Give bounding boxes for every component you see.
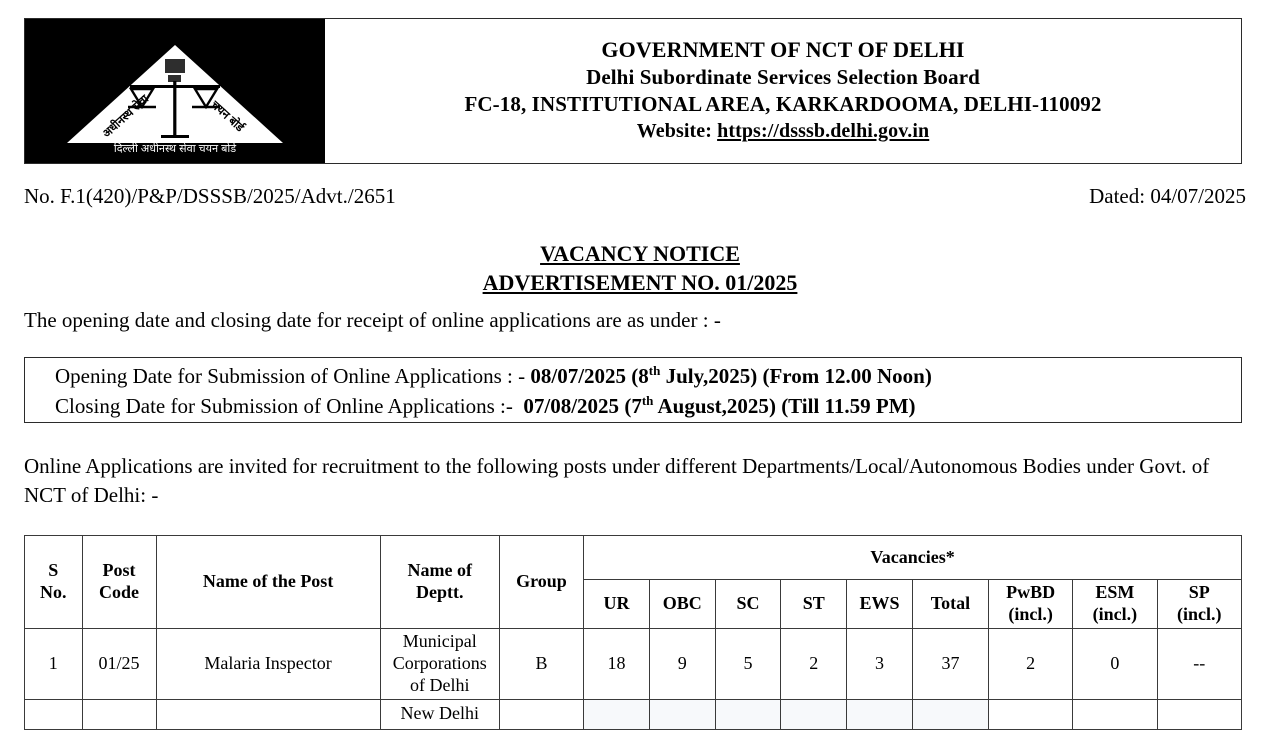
- letterhead-header: [24, 18, 1242, 164]
- cell-post-code: [82, 699, 156, 729]
- cell-total: [912, 699, 988, 729]
- col-header-sc: SC: [715, 580, 781, 629]
- notice-title-block: [0, 240, 1280, 297]
- col-header-department-line1: Name of: [407, 560, 472, 580]
- col-header-sp-line2: (incl.): [1177, 603, 1222, 624]
- closing-month-year: August,2025: [657, 393, 769, 418]
- col-header-esm-line2: (incl.): [1092, 603, 1138, 624]
- cell-obc: 9: [649, 628, 715, 699]
- cell-s-no: [25, 699, 83, 729]
- cell-st: 2: [781, 628, 847, 699]
- website-link[interactable]: https://dsssb.delhi.gov.in: [717, 119, 930, 142]
- col-header-ur: UR: [584, 580, 650, 629]
- cell-total: 37: [912, 628, 988, 699]
- svg-text:अधीनस्थ सेवा: अधीनस्थ सेवा: [100, 93, 152, 141]
- opening-month-year: July,2025: [665, 364, 751, 388]
- cell-ur: 18: [584, 628, 650, 699]
- document-date: Dated: 04/07/2025: [1089, 184, 1246, 208]
- opening-date-value: 08/07/2025: [530, 364, 627, 388]
- table-row: [25, 699, 1242, 729]
- closing-day-number: 7: [631, 393, 642, 418]
- col-header-esm-line1: ESM: [1095, 582, 1135, 602]
- table-row: [25, 628, 1242, 699]
- closing-date-line: Closing Date for Submission of Online Applications :- 07/08/2025 (7th August,2025) (Till 11.59 PM): [55, 392, 916, 418]
- file-number: No. F.1(420)/P&P/DSSSB/2025/Advt./2651: [24, 184, 396, 208]
- opening-date-line: Opening Date for Submission of Online Applications : - 08/07/2025 (8th July,2025) (From 12.00 Noon): [55, 363, 932, 388]
- cell-pwbd: [988, 699, 1072, 729]
- emblem-icon: [25, 19, 325, 163]
- page-title: VACANCY NOTICE: [540, 241, 740, 266]
- opening-day-number: 8: [638, 364, 649, 388]
- col-header-sp: [1157, 580, 1241, 629]
- col-header-s-no-line2: No.: [40, 581, 67, 602]
- letterhead-text-block: [325, 19, 1241, 163]
- cell-name-of-post: Malaria Inspector: [156, 628, 380, 699]
- col-header-vacancies: Vacancies*: [584, 536, 1242, 580]
- cell-department: [380, 628, 499, 699]
- col-header-s-no: [25, 536, 83, 629]
- website-label: Website:: [636, 119, 712, 142]
- svg-text:चयन बोर्ड: चयन बोर्ड: [208, 99, 246, 135]
- closing-day-ordinal: th: [641, 392, 654, 408]
- cell-group: [499, 699, 583, 729]
- table-header-row-main: [25, 536, 1242, 580]
- vacancy-table-wrapper: [24, 535, 1242, 730]
- vacancy-table: [24, 535, 1242, 730]
- col-header-pwbd-line2: (incl.): [1008, 603, 1053, 624]
- org-address: FC-18, INSTITUTIONAL AREA, KARKARDOOMA, DELHI-110092: [464, 91, 1102, 116]
- org-website-line: [637, 119, 929, 145]
- col-header-st: ST: [781, 580, 847, 629]
- cell-ur: [584, 699, 650, 729]
- cell-ews: 3: [847, 628, 913, 699]
- cell-esm: 0: [1073, 628, 1157, 699]
- col-header-department: [380, 536, 499, 629]
- reference-line: [24, 182, 1246, 210]
- closing-date-label: Closing Date for Submission of Online Applications :-: [55, 393, 513, 418]
- col-header-ews: EWS: [847, 580, 913, 629]
- advertisement-number: ADVERTISEMENT NO. 01/2025: [482, 269, 798, 295]
- col-header-obc: OBC: [649, 580, 715, 629]
- closing-date-value: 07/08/2025: [523, 393, 620, 418]
- col-header-post-code-line1: Post: [102, 560, 136, 580]
- intro-paragraph: The opening date and closing date for receipt of online applications are as under : -: [24, 308, 721, 332]
- cell-post-code: 01/25: [82, 628, 156, 699]
- cell-obc: [649, 699, 715, 729]
- col-header-post-code-line2: Code: [99, 581, 140, 602]
- cell-ews: [847, 699, 913, 729]
- col-header-name-of-post: Name of the Post: [156, 536, 380, 629]
- org-board-name: Delhi Subordinate Services Selection Board: [586, 64, 980, 89]
- col-header-pwbd-line1: PwBD: [1006, 582, 1056, 602]
- cell-sp: [1157, 699, 1241, 729]
- col-header-group: Group: [499, 536, 583, 629]
- cell-name-of-post: [156, 699, 380, 729]
- cell-sc: 5: [715, 628, 781, 699]
- cell-department-line3: of Delhi: [409, 674, 470, 695]
- col-header-pwbd: [988, 580, 1072, 629]
- cell-sp: --: [1157, 628, 1241, 699]
- opening-date-label: Opening Date for Submission of Online Applications : -: [55, 364, 526, 388]
- cell-esm: [1073, 699, 1157, 729]
- cell-pwbd: 2: [988, 628, 1072, 699]
- svg-text:दिल्ली अधीनस्थ सेवा चयन बोर्ड: दिल्ली अधीनस्थ सेवा चयन बोर्ड: [113, 143, 237, 155]
- cell-department-line2: Corporations: [392, 652, 487, 673]
- org-government-line: GOVERNMENT OF NCT OF DELHI: [601, 36, 965, 62]
- important-dates-box: [24, 357, 1242, 423]
- closing-time: (Till 11.59 PM): [781, 393, 916, 418]
- cell-s-no: 1: [25, 628, 83, 699]
- col-header-sp-line1: SP: [1188, 582, 1210, 602]
- col-header-total: Total: [912, 580, 988, 629]
- cell-group: B: [499, 628, 583, 699]
- col-header-post-code: [82, 536, 156, 629]
- dsssb-emblem-logo: [25, 19, 325, 163]
- col-header-esm: [1073, 580, 1157, 629]
- col-header-department-line2: Deptt.: [415, 581, 464, 602]
- cell-sc: [715, 699, 781, 729]
- body-paragraph: Online Applications are invited for recruitment to the following posts under different Departments/Local/Autonomous Bodies under Govt. of NCT of Delhi: -: [24, 454, 1210, 507]
- cell-st: [781, 699, 847, 729]
- col-header-s-no-line1: S: [48, 560, 59, 580]
- cell-department-line1: Municipal: [402, 630, 477, 651]
- cell-department: New Delhi: [380, 699, 499, 729]
- opening-day-ordinal: th: [648, 363, 661, 378]
- opening-time: (From 12.00 Noon): [762, 364, 932, 388]
